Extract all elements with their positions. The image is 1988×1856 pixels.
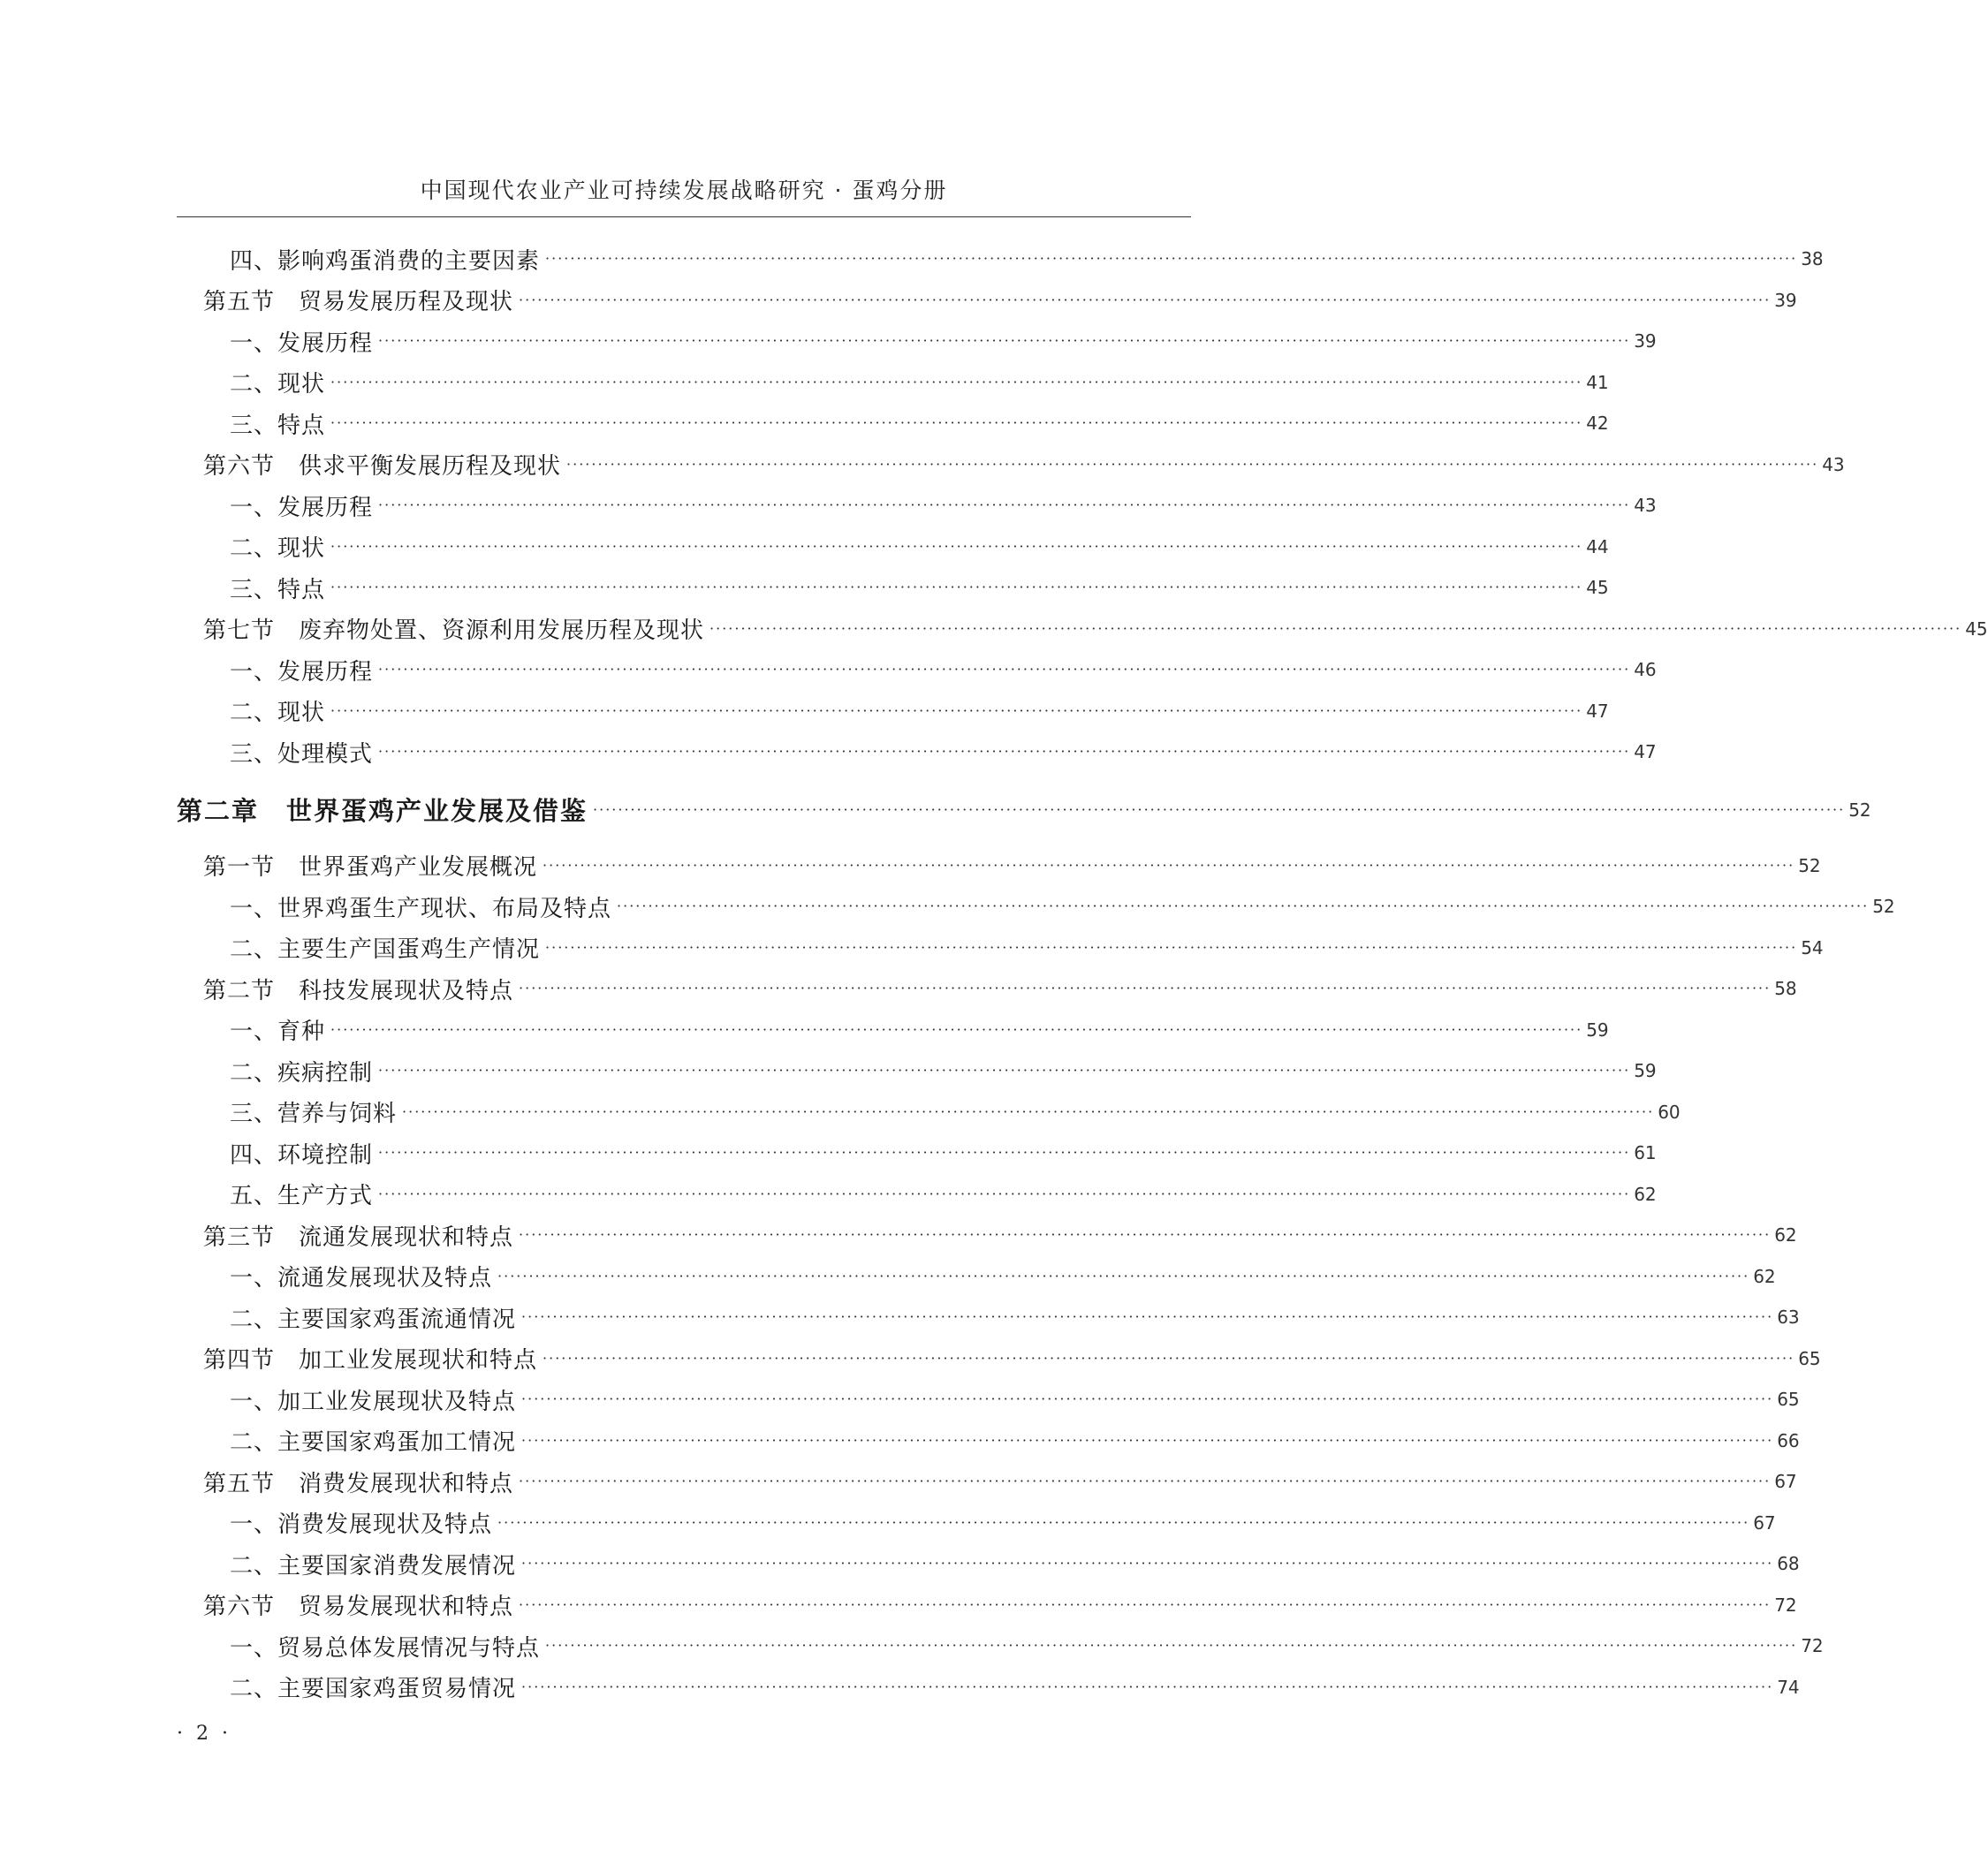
toc-entry-title: 二、现状 <box>230 371 326 398</box>
toc-entry-title: 三、特点 <box>230 576 326 603</box>
toc-entry-title: 一、流通发展现状及特点 <box>230 1265 493 1292</box>
toc-page-number: 39 <box>1634 330 1657 352</box>
toc-entry-title: 四、影响鸡蛋消费的主要因素 <box>230 247 541 275</box>
toc-item-entry[interactable] <box>177 1010 1609 1051</box>
dot-leader: ········································································································································································································ <box>545 938 1798 956</box>
toc-entry-title: 第七节 废弃物处置、资源利用发展历程及现状 <box>203 617 705 645</box>
toc-item-entry[interactable] <box>177 1420 1800 1462</box>
toc-page-number: 45 <box>1586 577 1609 599</box>
toc-page-number: 68 <box>1777 1553 1800 1575</box>
toc-entry-title: 二、主要生产国蛋鸡生产情况 <box>230 936 541 964</box>
toc-item-entry[interactable] <box>177 526 1609 568</box>
toc-entry-title: 第四节 加工业发展现状和特点 <box>203 1347 538 1375</box>
toc-page-number: 62 <box>1774 1224 1797 1246</box>
toc-page-number: 60 <box>1658 1101 1681 1123</box>
dot-leader: ········································································································································································································ <box>378 332 1631 350</box>
toc-item-entry[interactable] <box>177 567 1609 609</box>
toc-entry-title: 第六节 供求平衡发展历程及现状 <box>203 453 562 481</box>
toc-chapter-entry[interactable] <box>177 785 1871 835</box>
dot-leader: ········································································································································································································ <box>519 1473 1772 1490</box>
toc-page-number: 67 <box>1774 1471 1797 1493</box>
dot-leader: ········································································································································································································ <box>497 1267 1750 1284</box>
toc-entry-title: 二、现状 <box>230 535 326 563</box>
toc-page-number: 62 <box>1753 1265 1776 1287</box>
dot-leader: ········································································································································································································ <box>566 455 1819 473</box>
dot-leader: ········································································································································································································ <box>378 1062 1631 1080</box>
dot-leader: ········································································································································································································ <box>709 619 1962 637</box>
toc-page-number: 52 <box>1848 799 1871 821</box>
dot-leader: ········································································································································································································ <box>521 1678 1774 1695</box>
toc-entry-title: 一、世界鸡蛋生产现状、布局及特点 <box>230 895 612 922</box>
toc-page-number: 41 <box>1586 371 1609 393</box>
dot-leader: ········································································································································································································ <box>378 1185 1631 1202</box>
toc-entry-title: 第二节 科技发展现状及特点 <box>203 977 514 1004</box>
dot-leader: ········································································································································································································ <box>378 661 1631 678</box>
toc-item-entry[interactable] <box>177 362 1609 404</box>
toc-item-entry[interactable] <box>177 1667 1800 1708</box>
toc-page-number: 45 <box>1965 617 1988 640</box>
toc-item-entry[interactable] <box>177 1092 1681 1133</box>
dot-leader: ········································································································································································································ <box>545 1637 1798 1655</box>
dot-leader: ········································································································································································································ <box>521 1390 1774 1408</box>
toc-entry-title: 一、贸易总体发展情况与特点 <box>230 1634 541 1662</box>
toc-entry-title: 二、主要国家鸡蛋流通情况 <box>230 1306 517 1333</box>
toc-page-number: 43 <box>1822 453 1845 475</box>
toc-entry-title: 五、生产方式 <box>230 1183 374 1210</box>
toc-entry-title: 一、发展历程 <box>230 330 374 357</box>
toc-entry-title: 二、疾病控制 <box>230 1059 374 1087</box>
dot-leader: ········································································································································································································ <box>330 537 1583 555</box>
toc-entry-title: 二、主要国家鸡蛋加工情况 <box>230 1429 517 1457</box>
toc-page-number: 61 <box>1634 1142 1657 1164</box>
toc-page-number: 58 <box>1774 978 1797 1000</box>
dot-leader: ········································································································································································································ <box>543 1349 1795 1367</box>
toc-item-entry[interactable] <box>177 1625 1824 1667</box>
toc-page-number: 43 <box>1634 495 1657 517</box>
running-header-title: 中国现代农业产业可持续发展战略研究 · 蛋鸡分册 <box>420 178 948 203</box>
toc-entry-title: 一、消费发展现状及特点 <box>230 1511 493 1539</box>
toc-item-entry[interactable] <box>177 1503 1776 1544</box>
dot-leader: ········································································································································································································ <box>519 291 1772 308</box>
toc-entry-title: 二、主要国家消费发展情况 <box>230 1552 517 1579</box>
toc-page-number: 47 <box>1634 741 1657 763</box>
toc-page-number: 59 <box>1634 1060 1657 1082</box>
toc-item-entry[interactable] <box>177 1174 1657 1216</box>
toc-page-number: 65 <box>1798 1347 1821 1369</box>
toc-entry-title: 一、加工业发展现状及特点 <box>230 1388 517 1415</box>
dot-leader: ········································································································································································································ <box>330 1020 1583 1038</box>
dot-leader: ········································································································································································································ <box>378 496 1631 514</box>
toc-page-number: 72 <box>1774 1594 1797 1616</box>
dot-leader: ········································································································································································································ <box>521 1308 1774 1326</box>
toc-section-entry[interactable] <box>177 280 1797 322</box>
dot-leader: ········································································································································································································ <box>330 579 1583 596</box>
toc-section-entry[interactable] <box>177 444 1845 486</box>
dot-leader: ········································································································································································································ <box>378 1144 1631 1162</box>
dot-leader: ········································································································································································································ <box>519 1595 1772 1613</box>
toc-page-number: 52 <box>1798 854 1821 876</box>
dot-leader: ········································································································································································································ <box>519 1226 1772 1244</box>
toc-entry-title: 第二章 世界蛋鸡产业发展及借鉴 <box>177 796 588 826</box>
toc-page-number: 46 <box>1634 659 1657 681</box>
toc-item-entry[interactable] <box>177 1297 1800 1338</box>
table-of-contents <box>177 239 1988 1708</box>
toc-entry-title: 二、现状 <box>230 700 326 727</box>
dot-leader: ········································································································································································································ <box>519 980 1772 997</box>
toc-entry-title: 四、环境控制 <box>230 1141 374 1169</box>
toc-section-entry[interactable] <box>177 968 1797 1010</box>
toc-item-entry[interactable] <box>177 239 1824 280</box>
toc-section-entry[interactable] <box>177 845 1821 887</box>
dot-leader: ········································································································································································································ <box>617 898 1870 915</box>
toc-page-number: 47 <box>1586 700 1609 722</box>
toc-item-entry[interactable] <box>177 928 1824 969</box>
toc-page-number: 66 <box>1777 1429 1800 1451</box>
toc-entry-title: 二、主要国家鸡蛋贸易情况 <box>230 1676 517 1703</box>
dot-leader: ········································································································································································································ <box>593 800 1846 818</box>
dot-leader: ········································································································································································································ <box>521 1431 1774 1449</box>
toc-entry-title: 第六节 贸易发展现状和特点 <box>203 1594 514 1621</box>
toc-page-number: 74 <box>1777 1676 1800 1698</box>
toc-page-number: 72 <box>1801 1635 1824 1657</box>
toc-entry-title: 三、处理模式 <box>230 740 374 768</box>
toc-entry-title: 一、发展历程 <box>230 658 374 686</box>
toc-page-number: 38 <box>1801 248 1824 270</box>
toc-entry-title: 第五节 贸易发展历程及现状 <box>203 289 514 316</box>
toc-page-number: 39 <box>1774 289 1797 311</box>
toc-entry-title: 第一节 世界蛋鸡产业发展概况 <box>203 854 538 882</box>
dot-leader: ········································································································································································································ <box>497 1513 1750 1531</box>
toc-entry-title: 第五节 消费发展现状和特点 <box>203 1470 514 1497</box>
dot-leader: ········································································································································································································ <box>543 856 1795 874</box>
dot-leader: ········································································································································································································ <box>521 1555 1774 1572</box>
dot-leader: ········································································································································································································ <box>330 414 1583 432</box>
toc-section-entry[interactable] <box>177 1585 1797 1626</box>
toc-entry-title: 一、发展历程 <box>230 494 374 521</box>
toc-item-entry[interactable] <box>177 886 1895 928</box>
toc-page-number: 54 <box>1801 936 1824 958</box>
toc-section-entry[interactable] <box>177 609 1988 650</box>
dot-leader: ········································································································································································································ <box>545 250 1798 268</box>
dot-leader: ········································································································································································································ <box>330 701 1583 719</box>
toc-item-entry[interactable] <box>177 1379 1800 1420</box>
toc-entry-title: 一、育种 <box>230 1019 326 1046</box>
toc-page-number: 44 <box>1586 535 1609 557</box>
toc-item-entry[interactable] <box>177 321 1657 362</box>
dot-leader: ········································································································································································································ <box>378 743 1631 761</box>
toc-item-entry[interactable] <box>177 485 1657 526</box>
header-rule <box>177 216 1191 217</box>
toc-item-entry[interactable] <box>177 1133 1657 1174</box>
toc-item-entry[interactable] <box>177 1256 1776 1298</box>
toc-entry-title: 第三节 流通发展现状和特点 <box>203 1223 514 1251</box>
toc-item-entry[interactable] <box>177 691 1609 732</box>
toc-section-entry[interactable] <box>177 1215 1797 1256</box>
dot-leader: ········································································································································································································ <box>402 1102 1655 1120</box>
toc-page-number: 67 <box>1753 1511 1776 1534</box>
toc-item-entry[interactable] <box>177 1543 1800 1585</box>
toc-page-number: 62 <box>1634 1183 1657 1205</box>
toc-page-number: 42 <box>1586 413 1609 435</box>
toc-item-entry[interactable] <box>177 403 1609 444</box>
toc-page-number: 65 <box>1777 1389 1800 1411</box>
toc-item-entry[interactable] <box>177 1050 1657 1092</box>
toc-page-number: 59 <box>1586 1019 1609 1041</box>
page-number: · 2 · <box>177 1723 231 1745</box>
toc-entry-title: 三、营养与饲料 <box>230 1101 398 1128</box>
toc-page-number: 52 <box>1872 896 1895 918</box>
toc-entry-title: 三、特点 <box>230 412 326 439</box>
toc-page-number: 63 <box>1777 1307 1800 1329</box>
toc-item-entry[interactable] <box>177 731 1657 773</box>
toc-section-entry[interactable] <box>177 1461 1797 1503</box>
toc-section-entry[interactable] <box>177 1338 1821 1380</box>
toc-item-entry[interactable] <box>177 649 1657 691</box>
dot-leader: ········································································································································································································ <box>330 373 1583 390</box>
